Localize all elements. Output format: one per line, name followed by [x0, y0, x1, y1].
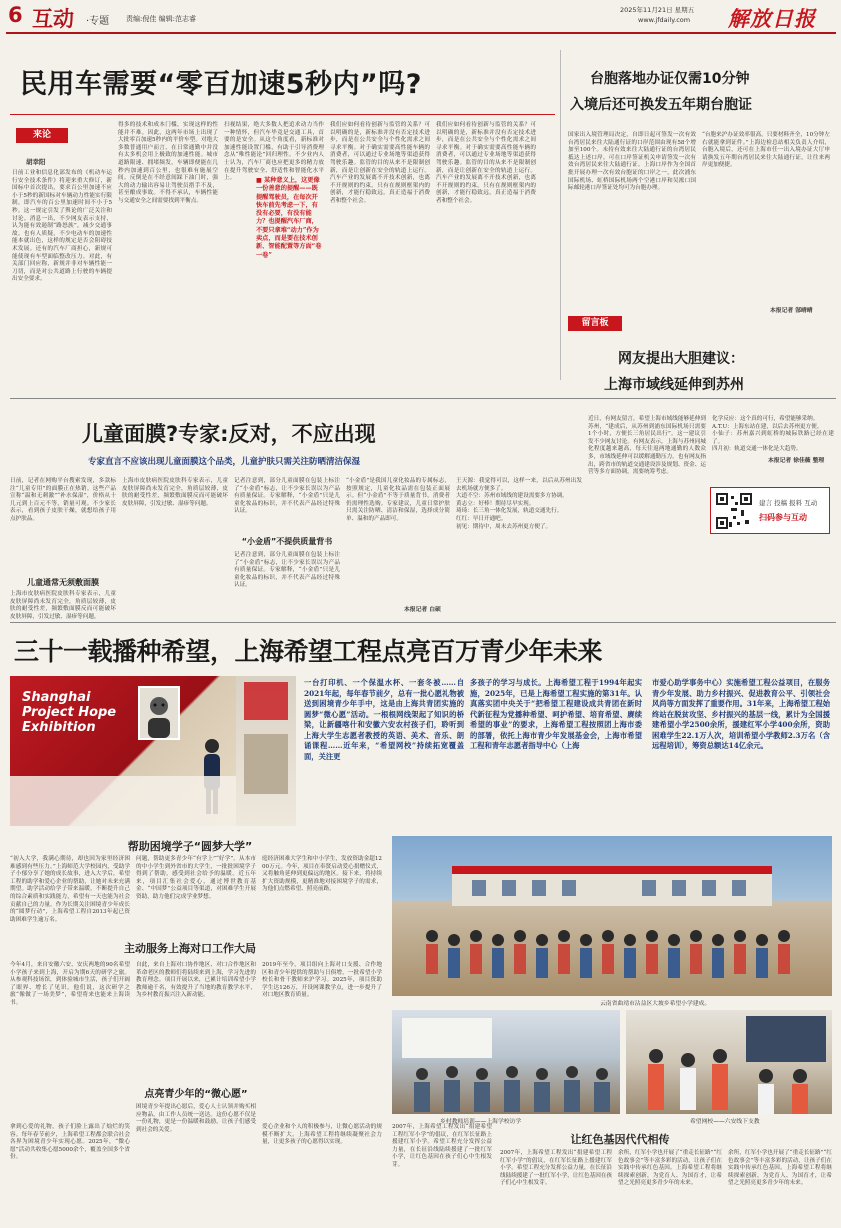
exhibition-photo-2: [236, 676, 296, 826]
s2-col2: 自此，来自上海对口协作地区、对口合作地区和革命老区的教师们将陆续来到上海，学习先进的教育理念。项目开展以来，已累计培训希望小学教师逾千名，有效提升了当地的教育教学水平，为乡村教育振兴注入新动能。: [136, 962, 256, 999]
article4-subtitle: 专家直言不应该出现儿童面膜这个品类，儿童护肤只需关注防晒清洁保湿: [88, 457, 361, 467]
qr-cta: 扫码参与互动: [759, 513, 807, 522]
message-board-tag: 留言板: [568, 316, 622, 331]
masthead-logo: 解放日报: [728, 6, 816, 31]
article4-col4: “小金盾”是我国儿童化妆品的专属标志，按照规定，儿童化妆品需在包装正面展示。但“小金盾”不等于质量背书，消费者仍需理性选购。专家建议，儿童日常护肤只需关注防晒、清洁和保湿，选择成分简单、温和的产品即可。: [346, 478, 450, 522]
article5-title: 三十一载播种希望，上海希望工程点亮百万青少年未来: [14, 637, 603, 666]
header-rule: [6, 32, 836, 34]
site-url: www.jfdaily.com: [638, 16, 691, 24]
online-school-photo: [626, 1010, 832, 1114]
article1-col3: 扫视结果，绝大多数人把追求动力当作一种情怀，但汽车毕竟是交通工具，首要的是安全。从这个角度看，新标准对加速性能设置门槛，有助于引导消费理念从“唯性能论”回归理性。不少业内人士认为，汽车厂商也应把更多的精力放在提升驾驶安全、舒适性和智能化水平上。: [224, 122, 324, 182]
article4-col3b: 记者注意到，部分儿童面膜在包装上标注了“小金盾”标志，让不少家长误以为产品有质量保证。专家解释，“小金盾”只是儿童化妆品的标识，并不代表产品经过特殊认证。: [234, 552, 340, 589]
school-photo: [392, 836, 832, 996]
subhead-1: 帮助困境学子“圆梦大学”: [127, 840, 253, 853]
article2-byline: 本报记者 郜晴晴: [770, 308, 813, 314]
article4-quote: “小金盾”不提供质量背书: [241, 537, 333, 546]
s4-col2: 2007年，上海希望工程发出“捐建希望工程红军小学”的倡议，在红军长征路上援建红军小学。希望工程充分发挥公益力量，在长征沿线陆续援建了一批红军小学，让红色基因在孩子们心中生根发芽。: [500, 1150, 612, 1187]
article2-col1: 国家出入境管理局决定，自即日起可签发一次有效台湾居民来往大陆通行证的口岸范围由现有58个增加至100个。未持有效来往大陆通行证的台湾居民抵达上述口岸，可在口岸签证机关申请签发一次有效台湾居民来往大陆通行证。上海口岸作为全国首批开展办理一次有效台胞证的口岸之一，此次浦东国际机场、虹桥国际机场两个空港口岸和吴淞口国际邮轮港口岸签证处均可为台胞办理。: [568, 132, 696, 192]
s4-col1: 2007年，上海希望工程发出“捐建希望工程红军小学”的倡议，在红军长征路上援建红军小学。希望工程充分发挥公益力量，在长征沿线陆续援建了一批红军小学，让红色基因在孩子们心中生根发芽。: [392, 1124, 492, 1168]
s1-col2: 问题，帮助更多青少年“有学上”“好学”。从本市的中小学生到外省市的大学生，一批批困境学子得到了帮助，感受到社会给予的温暖。近五年来，项目汇集社会爱心，通过博世教育基金、“中国梦”公益项目等渠道，对困难学生开展资助，助力他们完成学业梦想。: [136, 856, 256, 900]
article1-col2: 得多的技术和成本门槛，实现这样的性能并不难。因此，这两年市场上出现了大批零百加速5秒内的平价车型。对绝大多数普通用户而言，在日常通勤中并没有太多机会用上极致的加速性能。城市道路限速、拥堵频发，车辆即便能在几秒内加速到百公里，也很难有施展空间。反倒是在不经意间踩下油门时，强大的动力输出容易让驾驶员措手不及，甚至酿成事故。不得不承认，车辆性能与交通安全之间需要找到平衡点。: [118, 122, 218, 204]
article1-col5: 我们应如何看待创新与监管的关系？可以明确的是，新标准并没有否定技术进步，而是在公共安全与个性化需求之间寻求平衡。对于确实需要高性能车辆的消费者，可以通过专业场地等渠道获得驾驶乐趣。监管的目的从来不是限制创新，而是让创新在安全的轨道上运行。汽车产业的发展离不开技术创新，也离不开规则的约束。只有在规则框架内的创新，才能行稳致远，真正造福于消费者和整个社会。: [436, 122, 536, 204]
exhibition-label: Shanghai Project Hope Exhibition: [22, 690, 117, 735]
article3-byline: 本报记者 徐佳薇 整理: [768, 458, 825, 464]
article5-lead3: 市爱心助学事务中心）实施希望工程公益项目，在服务青少年发展、助力乡村振兴、促进教育公平、引领社会风尚等方面发挥了重要作用。31年来，上海希望工程始终站在脱贫攻坚、乡村振兴的基层一线，累计为全国援建希望小学2500余所，援建红军小学400余所，资助困难学生22.1万人次，培训希望小学教师2.3万名（含远程培训），筹资总额达14亿余元。: [652, 678, 830, 750]
teacher-training-photo: [392, 1010, 620, 1114]
qr-code-icon[interactable]: [715, 492, 753, 530]
caption-2: 乡村教师培训——上海学校访学: [440, 1119, 522, 1125]
s1-col1: “初入大学，我满心期待，却也因为家里经济困难感到有些压力。”上海师范大学校园内，受助学子小郁分享了她的成长故事，进入大学后，希望工程的助学和爱心企业的帮助，让她对未来充满期望。助学活动给学子带来温暖，不断提升自己的综合素质和实践能力，希望有一天也能为社会贡献自己的力量。作为长期关注困境青少年成长的“圆梦行动”，上海希望工程自2013年起已资助困难学生逾万名。: [10, 856, 130, 923]
caption-1: 云南省曲靖市沾益区大坡乡希望小学建成。: [600, 1001, 711, 1007]
exhibition-photo: [10, 676, 236, 826]
subhead-4: 让红色基因代代相传: [570, 1133, 670, 1146]
page-header: [0, 0, 841, 34]
article4-subhead: 儿童通常无须敷面膜: [27, 578, 99, 587]
article4-col1: 日前，记者在网购平台搜索发现，多款标注“儿童专用”的面膜正在热销。这些产品宣称“温和无刺激”“补水保湿”，价格从十几元到上百元不等，销量可观。不少家长表示，看到孩子皮肤干燥，就想给孩子用点护肤品。: [10, 478, 116, 522]
editor-line: 责编:倪佳 编辑:范志睿: [126, 15, 196, 23]
portrait-photo: [138, 686, 180, 740]
article5-lead1: 一台打印机、一个保温水杯、一套冬被……自2021年起，每年春节前夕，总有一批心愿礼物被送到困境青少年手中，这是由上海共青团实施的圆梦“微心愿”活动。一根根网线架起了知识的桥梁，让新疆喀什和安徽六安农村孩子们，聆听到上海大学生志愿者教授的英语、美术、音乐、朗诵课程……近年来，“希望网校”持续拓宽覆盖面，关注更: [304, 678, 464, 761]
article4-title: 儿童面膜?专家:反对，不应出现: [82, 422, 376, 446]
article1-author: 胡幸阳: [26, 158, 46, 166]
qr-box[interactable]: [710, 487, 830, 534]
section-name: 互动: [32, 7, 74, 31]
s1-col3: 庭经济困难大学生和中小学生，发放资助金超1200万元。今年，项目在奉贤启动爱心捐赠仪式，又将触角延伸到更偏远的地区。接下来，将持续扩大资助规模，更精准地对接困境学子的需求，为他们点燃希望、照亮前路。: [262, 856, 382, 893]
s4-col4: 余所，红军小学也开展了“重走长征路”“红色故事会”等丰富多彩的活动，让孩子们在实践中传承红色基因。上海希望工程将继续探索创新，为党育人、为国育才，让希望之光照亮更多青少年的未来。: [728, 1150, 832, 1187]
s2-col1: 今年4月，来自安徽六安、安庆两地的90名希望小学孩子来到上海，开启为期6天的研学之旅。从参观科技场馆，到体验城市生活，孩子们开阔了眼界、增长了见识。他们说，这次研学之旅“像做了一场美梦”，希望将来也能来上海读书。: [10, 962, 130, 1006]
article3-col1: 近日，有网友留言，希望上海市域线能够延伸到苏州，“建成后，从苏州到浦东国际机场只需要1个小时，方便长三角居民出行”。这一建议引发不少网友讨论。有网友表示，上海与苏州同城化程度越来越高，每天往返两地通勤的人数众多，市域线延伸可以缓解通勤压力。也有网友指出，跨省市的轨道交通建设涉及规划、资金、运营等多方面协调，需要统筹考虑。: [588, 416, 706, 476]
s4-col3: 余所，红军小学也开展了“重走长征路”“红色故事会”等丰富多彩的活动，让孩子们在实践中传承红色基因。上海希望工程将继续探索创新，为党育人、为国育才，让希望之光照亮更多青少年的未来。: [618, 1150, 722, 1187]
article4-dialog: 王天源：我觉得可以，这样一来，以后从苏州出发去机场就方便多了。 大道不空：苏州市域线的建设需要多方协调。 黄志立：好棒！期待尽早实现。 琦琦：长三角一体化发展，轨道交通先行。 红红：早日开通吧。 初见：期待中，周末去苏州更方便了。: [456, 478, 582, 530]
article5-lead2: 多孩子的学习与成长。上海希望工程于1994年起实施，2025年，已是上海希望工程实施的第31年。认真落实团中央关于“把希望工程建设成共青团在新时代新征程为党播种希望、呵护希望、培育希望、赓续希望的事业”的要求，上海希望工程按照团上海市委的部署，依托上海市青少年发展基金会，上海市希望工程和青年志愿者指导中心（上海: [470, 678, 642, 750]
pull-quote: ■ 某种意义上，这更像一份善意的提醒——既提醒驾驶员，在每次开快车前先考虑一下，有没有必要，有没有能力？也提醒汽车厂商，不要只拿堆“动力”作为卖点，而是要在技术创新、智能配置等方面“卷一卷”: [254, 175, 324, 285]
article3-title-line2: 上海市域线延伸到苏州: [604, 377, 744, 393]
article1-col4: 我们应如何看待创新与监管的关系？可以明确的是，新标准并没有否定技术进步，而是在公共安全与个性化需求之间寻求平衡。对于确实需要高性能车辆的消费者，可以通过专业场地等渠道获得驾驶乐趣。监管的目的从来不是限制创新，而是让创新在安全的轨道上运行。汽车产业的发展离不开技术创新，也离不开规则的约束。只有在规则框架内的创新，才能行稳致远，真正造福于消费者和整个社会。: [330, 122, 430, 204]
subhead-3: 点亮青少年的“微心愿”: [144, 1089, 248, 1100]
article4-byline: 本报记者 白硕: [404, 607, 441, 613]
article2-col2: “台胞来沪办证效率很高，只要材料齐全，10分钟左右就能拿到证件。”上海边检总站相关负责人介绍，台胞入境后，还可在上海市任一出入境办证大厅申请换发五年期台湾居民来往大陆通行证，让往来两岸更加便捷。: [702, 132, 830, 169]
page-number: 6: [8, 3, 23, 27]
article3-title-line1: 网友提出大胆建议：: [618, 351, 744, 367]
article1-col1: 日前工业和信息化部发布的《机动车运行安全技术条件》将迎来重大修订，新国标中首次提出，要求百公里加速不应小于5秒的新国标对车辆动力性能实行限制，即汽车的百公里加速时间不小于5秒。这一规定引发了舆论的广泛关注和讨论。消息一出，不少网友表示支持，认为能有效遏制“路怒族”，减少交通事故。也有人质疑，不少电动车的加速性能本就出色，这样的规定是否会阻碍技术发展。还有的汽车厂商担心，新规可能使现有车型面临整改压力。对此，有关部门回应称，新规并非对车辆性能一刀切，而是对公共道路上行驶的车辆提出安全要求。: [12, 170, 112, 283]
s2-col3: 2019年至今，项目组向上海对口支援、合作地区和青少年提供的帮助与日俱增，一批希望小学校长和骨干教师来沪学习。2025年，项目资助学生达126万，开设网课教学点，进一步提升了对口地区教育质量。: [262, 962, 382, 999]
article2-title-line2: 入境后还可换发五年期台胞证: [570, 97, 752, 113]
qr-caption: 建言 投稿 报料 互动: [759, 499, 818, 507]
exhibition-wall: [10, 776, 236, 826]
s3-col2: 困境青少年提出心愿后，爱心人士认领并购买相应物品，由工作人员统一送达。这份心愿不仅是一份礼物，更是一份温暖和鼓励，让孩子们感受到社会的关爱。: [136, 1104, 256, 1133]
article4-col3: 记者注意到，部分儿童面膜在包装上标注了“小金盾”标志，让不少家长误以为产品有质量保证。专家解释，“小金盾”只是儿童化妆品的标识，并不代表产品经过特殊认证。: [234, 478, 340, 515]
s3-col3: 爱心企业和个人的积极参与，让微心愿活动的规模不断扩大。上海希望工程将继续凝聚社会力量，让更多孩子的心愿得以实现。: [262, 1124, 382, 1146]
article4-col2: 上海市皮肤病医院皮肤科专家表示，儿童皮肤屏障尚未发育完全，角质层较薄，皮肤的耐受性差，频繁敷面膜反而可能破坏皮肤屏障，引发过敏、湿疹等问题。: [122, 478, 228, 507]
subhead-2: 主动服务上海对口工作大局: [124, 942, 256, 955]
article2-title-line1: 台胞落地办证仅需10分钟: [590, 71, 750, 87]
issue-date: 2025年11月21日 星期五: [620, 6, 695, 14]
article1-title: 民用车需要“零百加速5秒内”吗?: [20, 69, 422, 100]
article4-col1b: 上海市皮肤病医院皮肤科专家表示，儿童皮肤屏障尚未发育完全，角质层较薄，皮肤的耐受性差，频繁敷面膜反而可能破坏皮肤屏障，引发过敏、湿疹等问题。: [10, 591, 116, 620]
article3-comments: 化学反应：这个真的可行，希望能够采纳。 A.T.U：上海东站在建，以后去苏州更方便。 小仙子：苏州嘉兴到虹桥的城际铁路已经在建了。 四月初：轨道交通一体化是大趋势。: [712, 416, 834, 453]
s3-col1: 拿到心爱的礼物，孩子们脸上露出了灿烂的笑容。每年春节前夕，上海希望工程都会联合社会各界为困境青少年实现心愿。2025年，“微心愿”活动共收集心愿5000余个，覆盖全国多个省份。: [10, 1124, 130, 1161]
caption-3: 希望网校——六安线下支教: [690, 1119, 760, 1125]
commentary-tag: 来论: [16, 128, 68, 143]
section-tag: ·专题: [86, 16, 110, 27]
